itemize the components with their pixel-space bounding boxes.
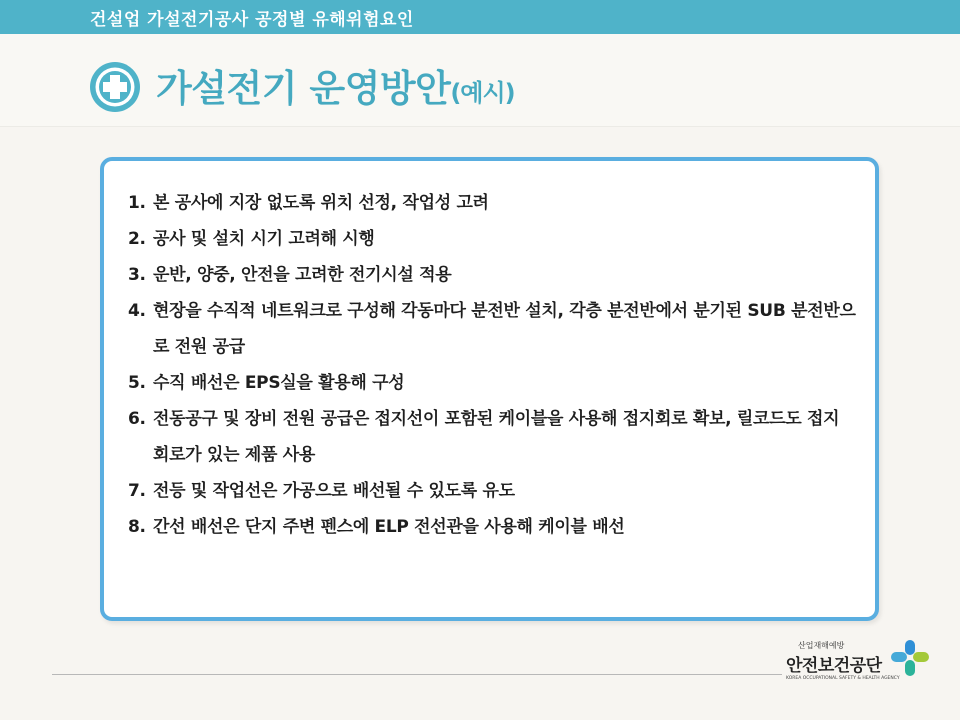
footer-divider [52, 674, 782, 675]
header-bar-text: 건설업 가설전기공사 공정별 유해위험요인 [90, 10, 414, 30]
guideline-list [128, 185, 858, 545]
list-item-text: 간선 배선은 단지 주변 펜스에 ELP 전선관을 사용해 케이블 배선 [153, 517, 625, 537]
list-item-text: 전등 및 작업선은 가공으로 배선될 수 있도록 유도 [153, 481, 515, 501]
list-item-number: 8. [128, 517, 146, 537]
page-title-main: 가설전기 운영방안 [156, 67, 451, 110]
list-item-text: 수직 배선은 EPS실을 활용해 구성 [153, 373, 405, 393]
list-item-number: 4. [128, 301, 146, 321]
logo-main-text: 안전보건공단 [786, 656, 882, 676]
list-item-number: 1. [128, 193, 146, 213]
list-item [128, 185, 858, 221]
list-item [128, 365, 858, 401]
list-item-number: 7. [128, 481, 146, 501]
logo-small-text: 산업재해예방 [798, 641, 845, 650]
list-item-text: 현장을 수직적 네트워크로 구성해 각동마다 분전반 설치, 각층 분전반에서 분기된 SUB 분전반으로 전원 공급 [153, 301, 856, 357]
list-item [128, 509, 858, 545]
list-item-text: 공사 및 설치 시기 고려해 시행 [153, 229, 375, 249]
list-item [128, 293, 858, 365]
cross-logo-icon [890, 638, 930, 678]
list-item [128, 401, 858, 473]
medical-cross-icon [88, 60, 142, 114]
logo-english-text: KOREA OCCUPATIONAL SAFETY & HEALTH AGENCY [786, 676, 900, 681]
list-item-number: 3. [128, 265, 146, 285]
top-header-bar [0, 0, 960, 34]
content-box [100, 157, 879, 621]
list-item [128, 257, 858, 293]
list-item-text: 본 공사에 지장 없도록 위치 선정, 작업성 고려 [153, 193, 489, 213]
list-item-number: 5. [128, 373, 146, 393]
list-item [128, 221, 858, 257]
kosha-logo [786, 636, 931, 696]
page-title [156, 58, 515, 112]
list-item [128, 473, 858, 509]
list-item-text: 전동공구 및 장비 전원 공급은 접지선이 포함된 케이블을 사용해 접지회로 확보, 릴코드도 접지 회로가 있는 제품 사용 [153, 409, 840, 465]
list-item-number: 2. [128, 229, 146, 249]
page-title-suffix: (예시) [450, 79, 515, 107]
list-item-number: 6. [128, 409, 146, 429]
list-item-text: 운반, 양중, 안전을 고려한 전기시설 적용 [153, 265, 452, 285]
